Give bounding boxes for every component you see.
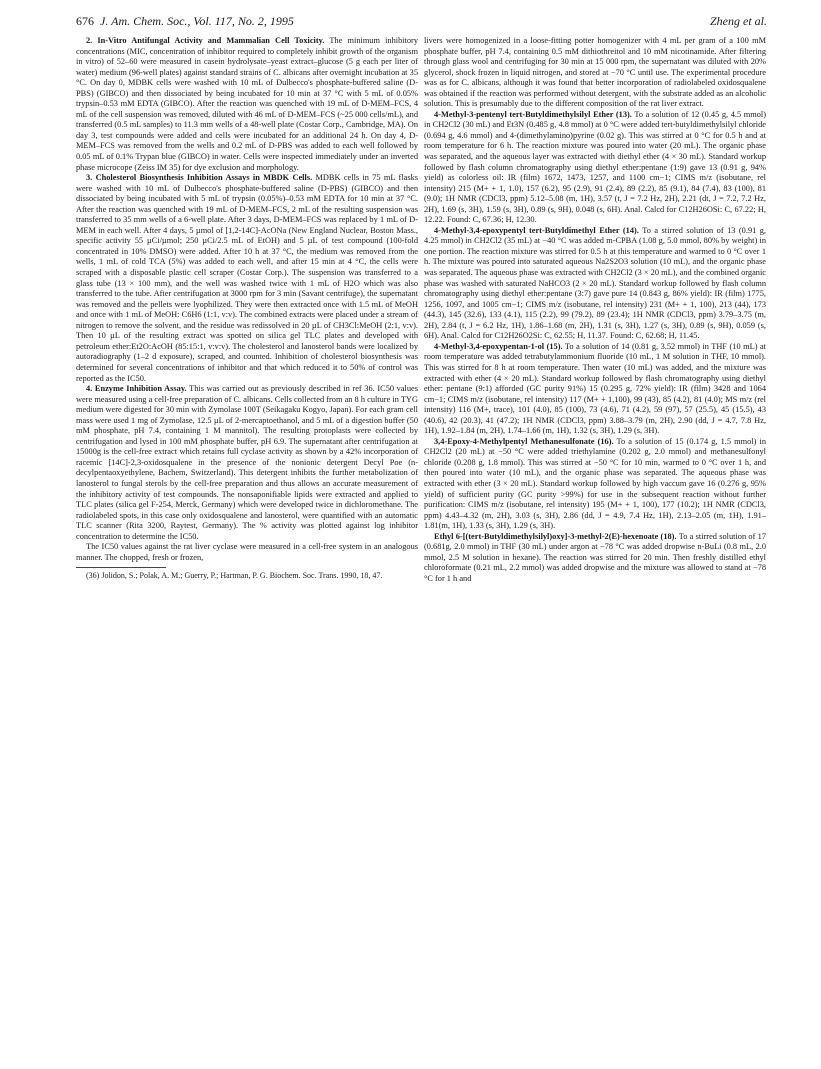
section-body: This was carried out as previously described in ref 36. IC50 values were measured using a cell-free preparation of C. albicans. Cells collected from an 8 h culture in TYG medium were digested for 30 min with Zymolase 100T (Seikagaku Kogyo, Japan). For each gram cell mass were used 1 mg of Zymolase, 12.5 µL of 2-mercaptoethanol, and 5 mL of a digestion buffer (50 mM phosphate, pH 7.4, containing 1 M mannitol). The resulting protoplasts were collected by centrifugation and lysed in 100 mM phosphate buffer, pH 6.9. The supernatant after centrifugation at 15000g is the cell-free extract which retains full cyclase activity as shown by a 42% incorporation of racemic [14C]-2,3-oxidosqualene in the presence of the nonionic detergent Decyl Poe (n-decylpentaoxyethylene, Bachem, Switzerland). This detergent inhibits the further metabolization of lanosterol to fungal sterols by the cell-free preparation and thus allows an accurate measurement of the inhibitory activity of test compounds. The nonsaponifiable lipids were extracted and applied to TLC plates (silica gel F-254, Merck, Germany) which were developed twice in dichloromethane. The radiolabeled spots, in this case only oxidosqualene and lanosterol, were quantified with an automatic TLC scanner (Rita 3200, Raytest, Germany). The % activity was plotted against log inhibitor concentration to determine the IC50. [76,384,418,541]
compound-body: To a solution of 15 (0.174 g, 1.5 mmol) in CH2Cl2 (20 mL) at −50 °C were added triethylamine (0.202 g, 2.0 mmol) and methanesulfonyl chloride (0.208 g, 1.8 mmol). This was stirred at −50 °C for 10 min, warmed to 0 °C over 1 h, and then poured into water (10 mL), and the organic phase was separated. The aqueous phase was extracted with ether (3 × 20 mL). Standard workup followed by high vaccum gave 16 (0.276 g, 95% yield) of sufficient purity (GC purity >99%) for use in the subsequent reaction without further purification: CIMS m/z (isobutane, rel intensity) 195 (M+ + 1, 100), 177 (10.2); 1H NMR (CDCl3, ppm) 4.43–4.32 (m, 2H), 3.03 (s, 3H), 2.86 (dd, J = 4.9, 7.4 Hz, 1H), 2.13–2.05 (m, 1H), 1.91–1.81(m, 1H), 1.33 (s, 3H), 1.29 (s, 3H). [424,436,766,531]
journal-citation: J. Am. Chem. Soc., Vol. 117, No. 2, 1995 [100,14,294,28]
running-header [76,14,767,34]
section-heading: 4. Enzyme Inhibition Assay. [86,384,187,394]
page-number: 676 [76,14,94,28]
compound-body: To a solution of 12 (0.45 g, 4.5 mmol) in CH2Cl2 (30 mL) and Et3N (0.485 g, 4.8 mmol) at 0 °C were added tert-butyldimethylsilyl chloride (0.694 g, 4.6 mmol) and 4-(dimethylamino)pyrine (0.02 g). This was stirred at 0 °C for 0.5 h and at room temperature for 6 h. The reaction mixture was poured into water (20 mL). The organic phase was separated, and the aqueous layer was extracted with diethyl ether (4 × 30 mL). Standard workup followed by flash column chromatography using diethyl ether:pentane (1:9) gave 13 (0.91 g, 94% yield) as colorless oil: IR (film) 1672, 1473, 1257, and 1100 cm−1; CIMS m/z (isobutane, rel intensity) 215 (M+ + 1, 1.0), 157 (6.2), 95 (2.9), 91 (2.4), 89 (2.2), 85 (9.1), 84 (7.4), 83 (100), 81 (9.0); 1H NMR (CDCl3, ppm) 5.12–5.08 (m, 1H), 3.57 (t, J = 7.2 Hz, 2H), 2.21 (dt, J = 7.2, 7.2 Hz, 2H), 1.69 (s, 3H), 1.59 (s, 3H), 0.89 (s, 9H), 0.048 (s, 6H). Anal. Calcd for C12H26OSi: C, 67.22; H, 12.22. Found: C, 67.36; H, 12.30. [424,109,767,225]
compound-heading: 4-Methyl-3,4-epoxypentan-1-ol (15). [434,341,563,351]
section-cholesterol [76,173,418,384]
section-enzyme [76,384,418,542]
section-heading: 2. In-Vitro Antifungal Activity and Mammalian Cell Toxicity. [86,36,325,45]
compound-18 [424,532,766,585]
section-enzyme-continued: The IC50 values against the rat liver cyclase were measured in a cell-free system in an analogous manner. The chopped, fresh or frozen, [76,542,418,562]
left-column [76,36,418,581]
compound-16 [424,437,766,532]
compound-heading: 3,4-Epoxy-4-Methylpentyl Methanesulfonate (16). [434,436,614,446]
section-antifungal [76,36,418,173]
compound-15 [424,342,766,437]
footnote: (36) Jolidon, S.; Polak, A. M.; Guerry, P.; Hartman, P. G. Biochem. Soc. Trans. 1990, 18, 47. [86,571,383,581]
compound-heading: Ethyl 6-[(tert-Butyldimethylsilyl)oxy]-3-methyl-2(E)-hexenoate (18). [434,531,677,541]
section-heading: 3. Cholesterol Biosynthesis Inhibition Assays in MBDK Cells. [86,173,313,183]
footnote-rule [76,567,166,568]
authors: Zheng et al. [710,14,767,28]
right-column [424,36,766,584]
compound-body: To a stirred solution of 13 (0.91 g, 4.25 mmol) in CH2Cl2 (35 mL) at −40 °C was added m-CPBA (1.08 g, 5.0 mmol, 80% by weight) in one portion. The reaction mixture was stirred for 0.5 h at this temperature and warmed to 0 °C over 1 h. The mixture was poured into saturated aqueous Na2S2O3 solution (10 mL), and the organic phase was separated. The aqueous phase was extracted with CH2Cl2 (3 × 20 mL), and the combined organic phase was washed with saturated NaHCO3 (2 × 20 mL). Standard workup followed by flash column chromatography using diethyl ether:pentane (3:7) gave pure 14 (0.843 g, 86% yield): IR (film) 1775, 1256, 1097, and 1005 cm−1; CIMS m/z (isobutane, rel intensity) 231 (M+ + 1, 100), 213 (44), 173 (44.3), 145 (32.6), 133 (4.1), 115 (2.2), 99 (79.2), 89 (23.4); 1H NMR (CDCl3, ppm) 3.79–3.75 (m, 2H), 2.84 (t, J = 6.2 Hz, 1H), 1.86–1.68 (m, 2H), 1.31 (s, 3H), 1.27 (s, 3H), 0.89 (s, 9H), 0.059 (s, 6H). Anal. Calcd for C12H26O2Si: C, 62.55; H, 11.37. Found: C, 62.68; H, 11.45. [424,225,767,341]
paragraph-continued: livers were homogenized in a loose-fitting potter homogenizer with 4 mL per gram of a 100 mM phosphate buffer, pH 7.4, containing 0.5 mM dithiothreitol and 10 mM nicotinamide. After filtering through glass wool and centrifuging for 30 min at 15 000 rpm, the supernatant was diluted with 20% glycerol, shock frozen in liquid nitrogen, and stored at −70 °C until use. The experimental procedure was as for C. albicans, although it was found that better incorporation of radiolabeled oxidosqualene was obtained if the reaction was performed without detergent, with the substrate added as an alcoholic solution. This is presumably due to the different composition of the rat liver extract. [424,36,766,109]
compound-heading: 4-Methyl-3,4-epoxypentyl tert-Butyldimethyl Ether (14). [434,225,639,235]
compound-13 [424,110,766,226]
section-body: MDBK cells in 75 mL flasks were washed with 10 mL of Dulbecco's phosphate-buffered saline (D-PBS) (GIBCO) and then dissociated by being incubated with 5 mL of trypsin (0.05%)–0.53 mM EDTA for 10 min at 37 °C. After the reaction was quenched with 19 mL of D-MEM–FCS, 2 mL of the resulting suspension was transferred to 35 mm wells of a 6-well plate. After 3 days, D-MEM–FCS was replaced by 1 mL of D-MEM in each well. After 4 days, 5 µmol of [1,2-14C]-AcONa (New England Nuclear, Boston Mass., specific activity 55 µCi/µmol; 250 µCi/2.5 mL of EtOH) and 5 µL of test compound (100-fold concentrated in 10% DMSO) were added. After 10 h at 37 °C, the medium was removed from the wells, 1 mL of cold TCA (5%) was added to each well, and after 15 min at 4 °C, the cells were scraped with a disposable plastic cell scraper (Costar Corp.). The suspension was transferred to a glass tube (13 × 100 mm), and the well was washed twice with 1 mL of H2O which was also transferred to the tube. After centrifugation at 3000 rpm for 3 min (Savant centrifuge), the supernatant was removed and the pellets were lyophilized. They were then extracted once with 1.5 mL of MeOH and once with 1 mL of MeOH: C6H6 (1:1, v:v). The combined extracts were placed under a stream of nitrogen to remove the solvent, and the residue was redissolved in 20 µL of CH3Cl:MeOH (2:1, v:v). Then 10 µL of the resulting extract was spotted on silica gel TLC plates and developed with petroleum ether:Et2O:AcOH (85:15:1, v:v:v). The cholesterol and lanosterol bands were localized by autoradiography (1–2 d exposure), scraped, and counted. Inhibition of cholesterol biosynthesis was determined for several concentrations of inhibitor and that which reduced it to 50% of control was reported as the IC50. [76,173,418,383]
section-body: The minimum inhibitory concentrations (MIC, concentration of inhibitor required to completely inhibit growth of the organism in vitro) of 52–60 were measured in casein hydrolysate–yeast extract–glucose (5 g each per liter of water) medium (96-well plates) against standard strains of C. albicans after overnight incubation at 35 °C. On day 0, MDBK cells were washed with 10 mL of Dulbecco's phosphate-buffered saline (D-PBS) (GIBCO) and then dissociated by being incubated for 10 min at 37 °C with 5 mL of 0.05% trypsin–0.53 mM EDTA (GIBCO). After the reaction was quenched with 19 mL of D-MEM–FCS, 4 mL of the cell suspension was removed, diluted with 46 mL of D-MEM–FCS (~25 000 cells/mL), and transferred (0.5 mL samples) to 11.3 mm wells of a 48-well plate (Costar Corp., Cambridge, MA). On day 3, test compounds were added and cells were incubated for an additional 24 h. On day 4, D-MEM–FCS was removed from the wells and 0.2 mL of D-PBS was added to each well followed by 0.05 mL of 0.1% Trypan blue (GIBCO) in water. Cells were inspected immediately under an inverted phase microcope (Zeiss IM 35) for dye exclusion and morphology. [76,36,418,172]
compound-body: To a solution of 14 (0.81 g, 3.52 mmol) in THF (10 mL) at room temperature was added tetrabutylammonium fluoride (10 mL, 1 M solution in THF, 10 mmol). This was stirred for 8 h at room temperature. Then water (10 mL) was added, and the mixture was extracted with ether (4 × 20 mL). Standard workup followed by flash chromatography using diethyl ether: pentane (9:1) afforded (GC purity 91%) 15 (0.295 g, 72% yield): IR (film) 3428 and 1064 cm−1; CIMS m/z (isobutane, rel intensity) 117 (M+ + 1,100), 99 (43), 85 (4.2), 81 (4.0); MS m/z (rel intensity) 116 (M+, trace), 101 (4.0), 85 (100), 73 (4.6), 71 (4.2), 59 (97), 57 (25.5), 45 (15.5), 43 (40.6), 42 (20.3), 41 (47.2); 1H NMR (CDCl3, ppm) 3.88–3.79 (m, 2H), 2.90 (dd, J = 4.7, 7.8 Hz, 1H), 1.92–1.84 (m, 2H), 1.74–1.66 (m, 1H), 1.32 (s, 3H), 1.29 (s, 3H). [424,341,766,436]
compound-body: To a stirred solution of 17 (0.681g, 2.0 mmol) in THF (30 mL) under argon at −78 °C was added dropwise n-BuLi (0.8 mL, 2.0 mmol, 2.5 M solution in hexane). The reaction was stirred for 20 min. Then freshly distilled ethyl chloroformate (0.21 mL, 2.2 mmol) was added dropwise and the mixture was allowed to stand at −78 °C for 1 h and [424,531,766,583]
compound-heading: 4-Methyl-3-pentenyl tert-Butyldimethylsilyl Ether (13). [434,109,632,119]
compound-14 [424,226,766,342]
